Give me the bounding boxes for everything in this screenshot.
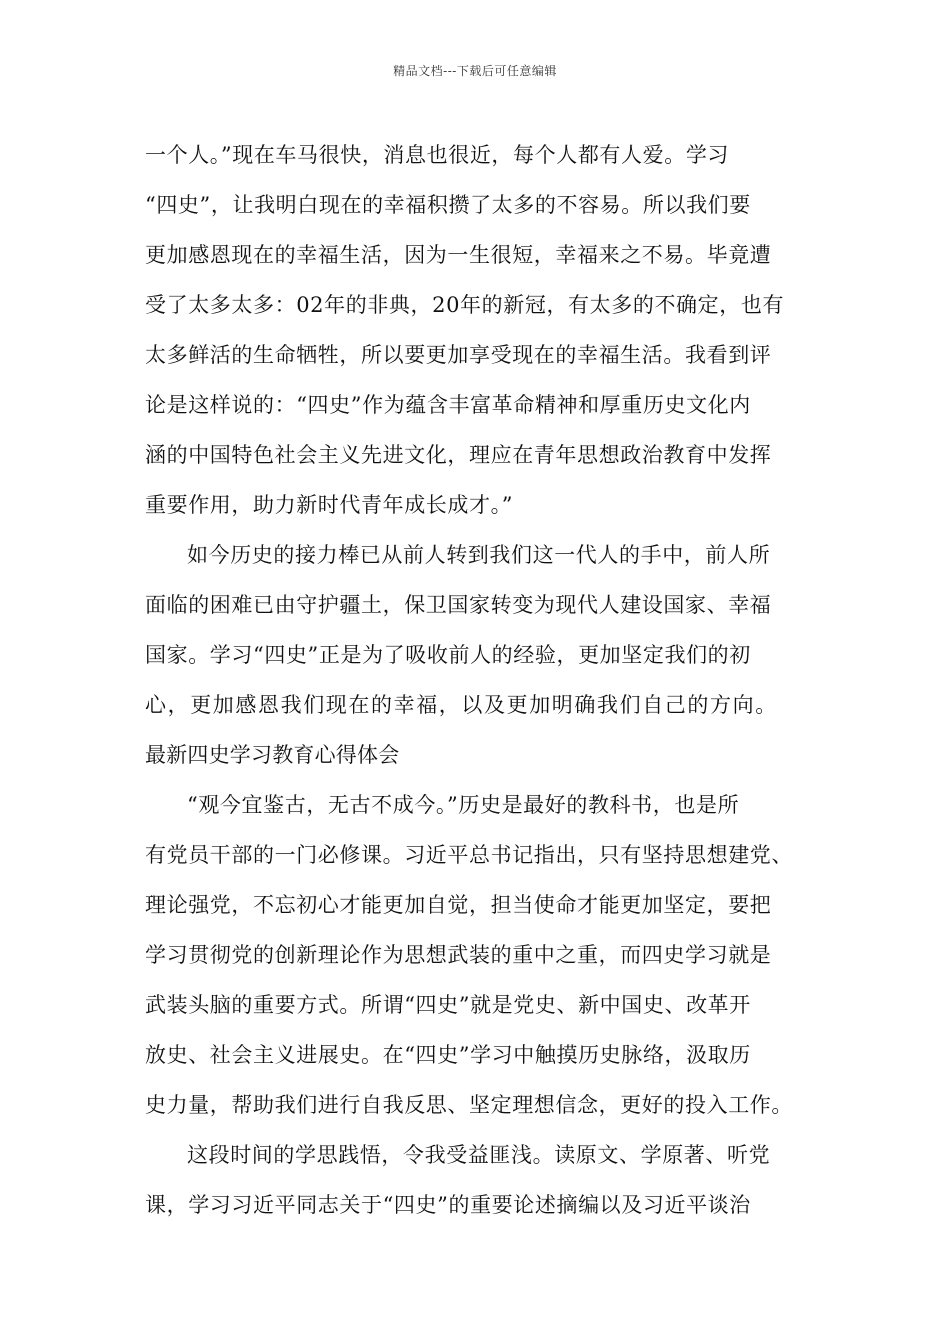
paragraph-start-line: 如今历史的接力棒已从前人转到我们这一代人的手中，前人所 (187, 543, 771, 567)
page-header: 精品文档---下载后可任意编辑 (393, 64, 557, 78)
paragraph-start-line: 这段时间的学思践悟，令我受益匪浅。读原文、学原著、听党 (187, 1143, 771, 1167)
text-line: 学习贯彻党的创新理论作为思想武装的重中之重，而四史学习就是 (145, 943, 772, 967)
text-line: 论是这样说的：“四史”作为蕴含丰富革命精神和厚重历史文化内 (145, 393, 751, 417)
text-line: 国家。学习“四史”正是为了吸收前人的经验，更加坚定我们的初 (145, 643, 751, 667)
text-line: 有党员干部的一门必修课。习近平总书记指出，只有坚持思想建党、 (145, 843, 793, 867)
document-body (145, 130, 815, 1230)
text-line: 武装头脑的重要方式。所谓“四史”就是党史、新中国史、改革开 (145, 993, 751, 1017)
text-line: 受了太多太多：02年的非典，20年的新冠，有太多的不确定，也有 (145, 293, 785, 317)
text-line: 一个人。”现在车马很快，消息也很近，每个人都有人爱。学习 (145, 143, 730, 167)
text-line: “四史”，让我明白现在的幸福积攒了太多的不容易。所以我们要 (145, 193, 751, 217)
text-line: 面临的困难已由守护疆土，保卫国家转变为现代人建设国家、幸福 (145, 593, 772, 617)
text-line: 理论强党，不忘初心才能更加自觉，担当使命才能更加坚定，要把 (145, 893, 772, 917)
text-line: 太多鲜活的生命牺牲，所以要更加享受现在的幸福生活。我看到评 (145, 343, 772, 367)
text-line: 重要作用，助力新时代青年成长成才。” (145, 493, 514, 517)
text-line: 课，学习习近平同志关于“四史”的重要论述摘编以及习近平谈治 (145, 1193, 751, 1217)
text-line: 放史、社会主义进展史。在“四史”学习中触摸历史脉络，汲取历 (145, 1043, 751, 1067)
text-line: 涵的中国特色社会主义先进文化，理应在青年思想政治教育中发挥 (145, 443, 772, 467)
text-line: 心，更加感恩我们现在的幸福，以及更加明确我们自己的方向。 (145, 693, 778, 717)
section-heading: 最新四史学习教育心得体会 (145, 743, 400, 767)
text-line: 更加感恩现在的幸福生活，因为一生很短，幸福来之不易。毕竟遭 (145, 243, 772, 267)
text-line: 史力量，帮助我们进行自我反思、坚定理想信念，更好的投入工作。 (145, 1093, 793, 1117)
paragraph-start-line: “观今宜鉴古，无古不成今。”历史是最好的教科书，也是所 (187, 793, 740, 817)
